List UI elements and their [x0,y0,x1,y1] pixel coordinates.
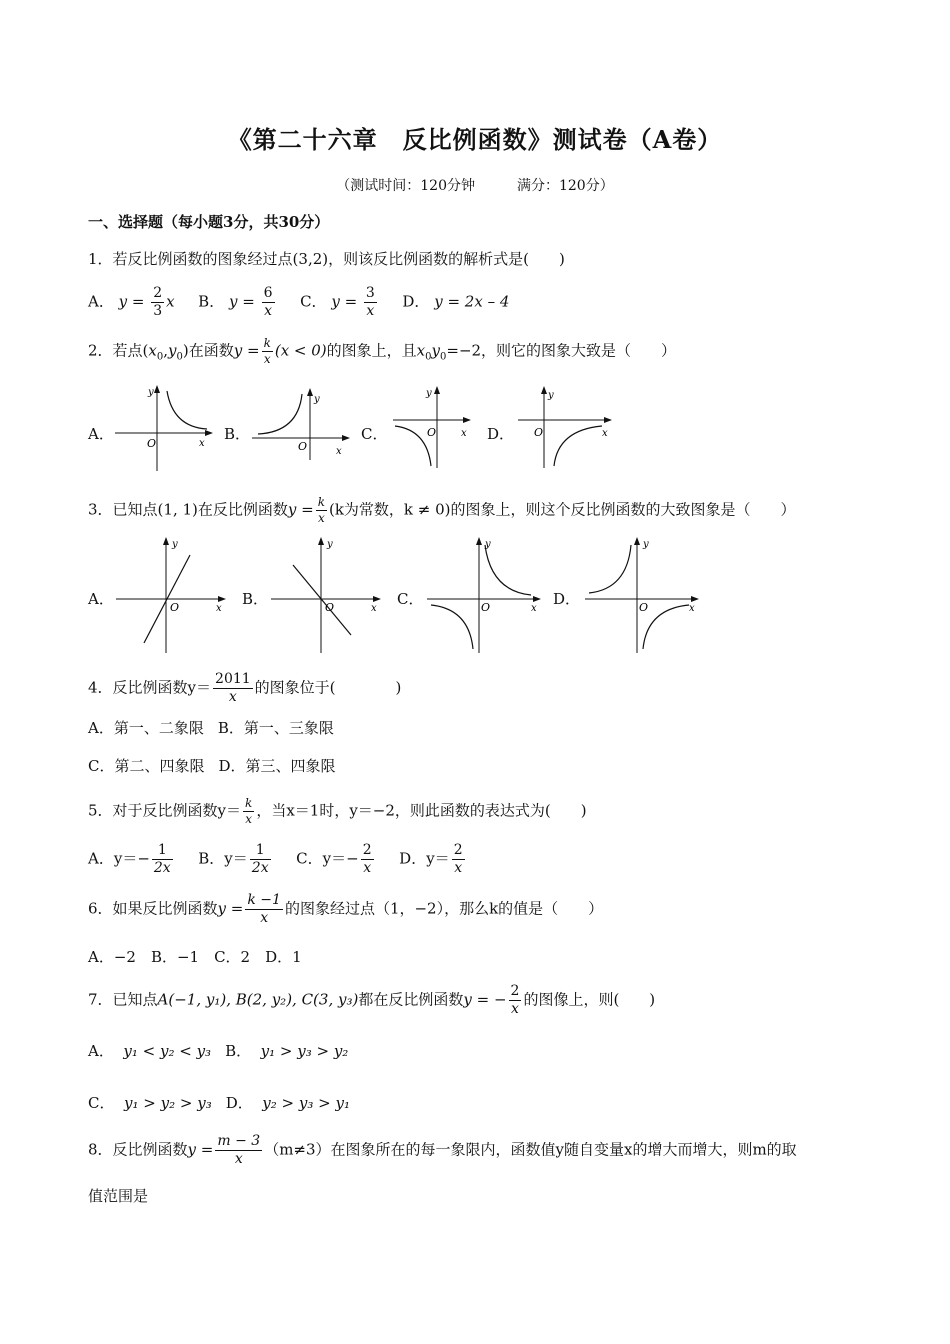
question-7-options-ab: A． y₁ < y₂ < y₃ B． y₁ > y₃ > y₂ [88,1042,349,1060]
q3-label-c: C． [397,590,424,608]
question-4-options-ab: A．第一、二象限 B．第一、三象限 [88,719,334,737]
q1-option-b-fraction: $\frac{6}{x}$ [263,285,273,319]
q1-option-c-pre: y = [331,292,358,311]
q2-label-d: D． [487,425,515,443]
question-2-stem: 2．若点$(x_0,y_0)$在函数y = $\frac{k}{x}$ (x < 0)的图象上，且$x_0y_0=-2$，则它的图象大致是（ ） [88,336,677,366]
question-4-stem: 4．反比例函数y＝ $\frac{2011}{x}$ 的图象位于( ) [88,671,402,705]
question-3-stem: 3．已知点(1, 1)在反比例函数y = $\frac{k}{x}$ (k为常数，k ≠ 0)的图象上，则这个反比例函数的大致图象是（ ） [88,495,796,525]
q1-option-d-text: y = 2x – 4 [434,292,510,311]
svg-text:y: y [148,387,154,398]
svg-text:x: x [689,603,695,614]
question-6-stem: 6．如果反比例函数y = $\frac{k -1}{x}$ 的图象经过点（1，−2），那么k的值是（ ） [88,892,604,926]
svg-text:O: O [170,601,180,614]
svg-text:O: O [147,437,157,450]
q3-label-a: A． [88,590,114,608]
q2-label-a: A． [88,425,114,443]
question-4-options-cd: C．第二、四象限 D．第三、四象限 [88,757,336,775]
q1-option-c-fraction: $\frac{3}{x}$ [365,285,375,319]
svg-text:O: O [325,601,335,614]
q3-graph-b [271,535,385,655]
q1-option-a-label: A． [88,292,114,311]
question-7-options-cd: C． y₁ > y₂ > y₃ D． y₂ > y₃ > y₁ [88,1094,350,1112]
svg-text:x: x [461,428,467,439]
question-8-stem-line2: 值范围是 [88,1187,149,1205]
section-heading: 一、选择题（每小题3分，共30分） [88,213,330,231]
q1-option-b-pre: y = [228,292,255,311]
svg-text:x: x [602,428,608,439]
q3-label-b: B． [242,590,269,608]
page-title: 《第二十六章 反比例函数》测试卷（A卷） [227,125,723,154]
svg-text:y: y [172,539,178,550]
q3-graph-c [427,535,545,655]
svg-text:x: x [216,603,222,614]
svg-text:x: x [199,438,205,449]
svg-text:x: x [371,603,377,614]
q1-option-c-label: C． [300,292,327,311]
svg-text:y: y [426,388,432,399]
svg-text:x: x [531,603,537,614]
question-1-stem: 1．若反比例函数的图象经过点(3,2)，则该反比例函数的解析式是( ) [88,250,565,268]
svg-text:O: O [481,601,491,614]
svg-text:O: O [427,426,437,439]
q3-graph-a [116,535,230,655]
q1-option-d-label: D． [402,292,430,311]
svg-text:O: O [534,426,544,439]
q3-label-d: D． [553,590,581,608]
svg-text:y: y [314,394,320,405]
svg-text:x: x [336,446,342,457]
question-1-options [88,286,509,319]
question-7-stem: 7．已知点A(−1, y₁), B(2, y₂), C(3, y₃)都在反比例函数y = − $\frac{2}{x}$ 的图像上，则( ) [88,983,656,1017]
page-subtitle: （测试时间：120分钟 满分：120分） [336,178,614,194]
q2-graph-a [115,383,215,473]
q1-option-a-pre: y = [118,292,145,311]
svg-text:y: y [548,390,554,401]
q2-graph-b [252,388,352,463]
question-5-stem: 5．对于反比例函数y＝ $\frac{k}{x}$ ，当x＝1时，y＝−2，则此函数的表达式为( ) [88,796,587,826]
question-5-options: A．y＝− $\frac{1}{2x}$ B．y＝ $\frac{1}{2x}$ C．y＝− $\frac{2}{x}$ D．y＝ $\frac{2}{x}$ [88,842,463,876]
question-6-options: A．−2 B．−1 C．2 D．1 [88,948,302,966]
q1-option-a-fraction: $\frac{2}{3}$ [153,285,163,319]
question-8-stem: 8．反比例函数y = $\frac{m - 3}{x}$ （m≠3）在图象所在的每一象限内，函数值y随自变量x的增大而增大，则m的取 [88,1133,797,1167]
svg-text:y: y [485,539,491,550]
svg-text:y: y [327,539,333,550]
svg-text:y: y [643,539,649,550]
q1-option-a-post: x [166,292,175,311]
q2-label-b: B． [224,425,251,443]
q2-graph-d [518,384,618,470]
q2-label-c: C． [361,425,388,443]
svg-text:O: O [298,440,308,453]
q3-graph-d [585,535,703,655]
q1-option-b-label: B． [198,292,225,311]
q2-graph-c [393,384,477,470]
svg-text:O: O [639,601,649,614]
